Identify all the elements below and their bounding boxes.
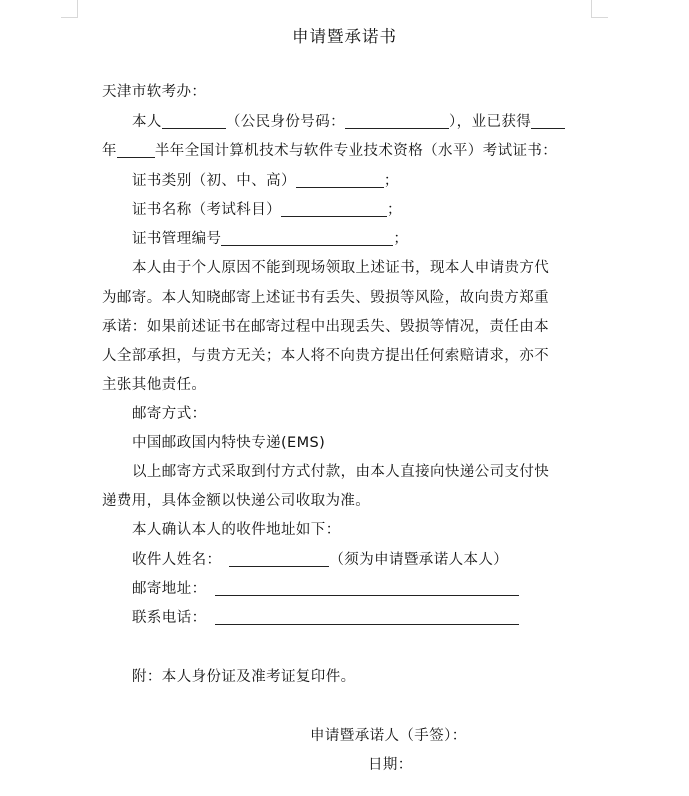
intro-text: ），业已获得 (449, 114, 532, 130)
addressee: 天津市软考办： (102, 84, 207, 100)
intro-text: 半年全国计算机技术与软件专业技术资格（水平）考试证书： (154, 143, 558, 159)
certificate-name-blank[interactable] (281, 200, 387, 217)
page-corner-mark-left (61, 0, 78, 18)
field-label: 收件人姓名： (132, 552, 222, 568)
attachment-note: 附：本人身份证及准考证复印件。 (132, 669, 356, 685)
statement-line: 为邮寄。本人知晓邮寄上述证书有丢失、毁损等风险，故向贵方郑重 (102, 290, 549, 306)
intro-text: （公民身份号码： (225, 114, 346, 130)
id-number-blank[interactable] (345, 112, 449, 129)
field-end: ； (393, 231, 409, 247)
mail-method-label: 邮寄方式： (132, 406, 207, 422)
phone-blank[interactable] (215, 608, 519, 625)
mail-address-field (132, 574, 622, 604)
statement-line: 主张其他责任。 (102, 377, 207, 393)
statement-line: 本人由于个人原因不能到现场领取上述证书，现本人申请贵方代 (132, 260, 550, 276)
field-label: 证书名称（考试科目） (132, 202, 281, 218)
intro-text: 本人 (132, 114, 162, 130)
certificate-name-field (132, 195, 622, 225)
certificate-category-blank[interactable] (296, 171, 384, 188)
statement-line: 承诺：如果前述证书在邮寄过程中出现丢失、毁损等情况，责任由本 (102, 319, 549, 335)
recipient-name-blank[interactable] (229, 550, 329, 567)
payment-line: 递费用，具体金额以快递公司收取为准。 (102, 493, 371, 509)
mail-address-blank[interactable] (215, 579, 519, 596)
signer-label: 申请暨承诺人（手签）： (310, 728, 467, 744)
field-end: ； (387, 202, 402, 218)
payment-line: 以上邮寄方式采取到付方式付款，由本人直接向快递公司支付快 (132, 464, 550, 480)
page-corner-mark-right (591, 0, 608, 18)
half-year-blank[interactable] (117, 141, 155, 158)
year-blank[interactable] (531, 112, 565, 129)
address-confirm: 本人确认本人的收件地址如下： (132, 522, 341, 538)
certificate-category-field (132, 166, 622, 196)
field-end: ； (383, 173, 399, 189)
field-label: 证书类别（初、中、高） (132, 173, 296, 189)
recipient-name-note: （须为申请暨承诺人本人） (329, 552, 509, 568)
field-label: 邮寄地址： (132, 581, 207, 597)
intro-line-1 (132, 107, 622, 137)
intro-text: 年 (102, 143, 117, 159)
field-label: 证书管理编号 (132, 231, 222, 247)
name-blank[interactable] (162, 112, 226, 129)
field-label: 联系电话： (132, 610, 207, 626)
phone-field (132, 603, 622, 633)
mail-method-value: 中国邮政国内特快专递(EMS) (132, 435, 326, 451)
recipient-name-field (132, 545, 622, 575)
date-label: 日期： (368, 757, 413, 773)
intro-line-2 (102, 136, 592, 166)
certificate-number-blank[interactable] (221, 229, 393, 246)
document-title: 申请暨承诺书 (292, 27, 397, 46)
statement-line: 人全部承担，与贵方无关；本人将不向贵方提出任何索赔请求，亦不 (102, 348, 549, 364)
certificate-number-field (132, 224, 622, 254)
